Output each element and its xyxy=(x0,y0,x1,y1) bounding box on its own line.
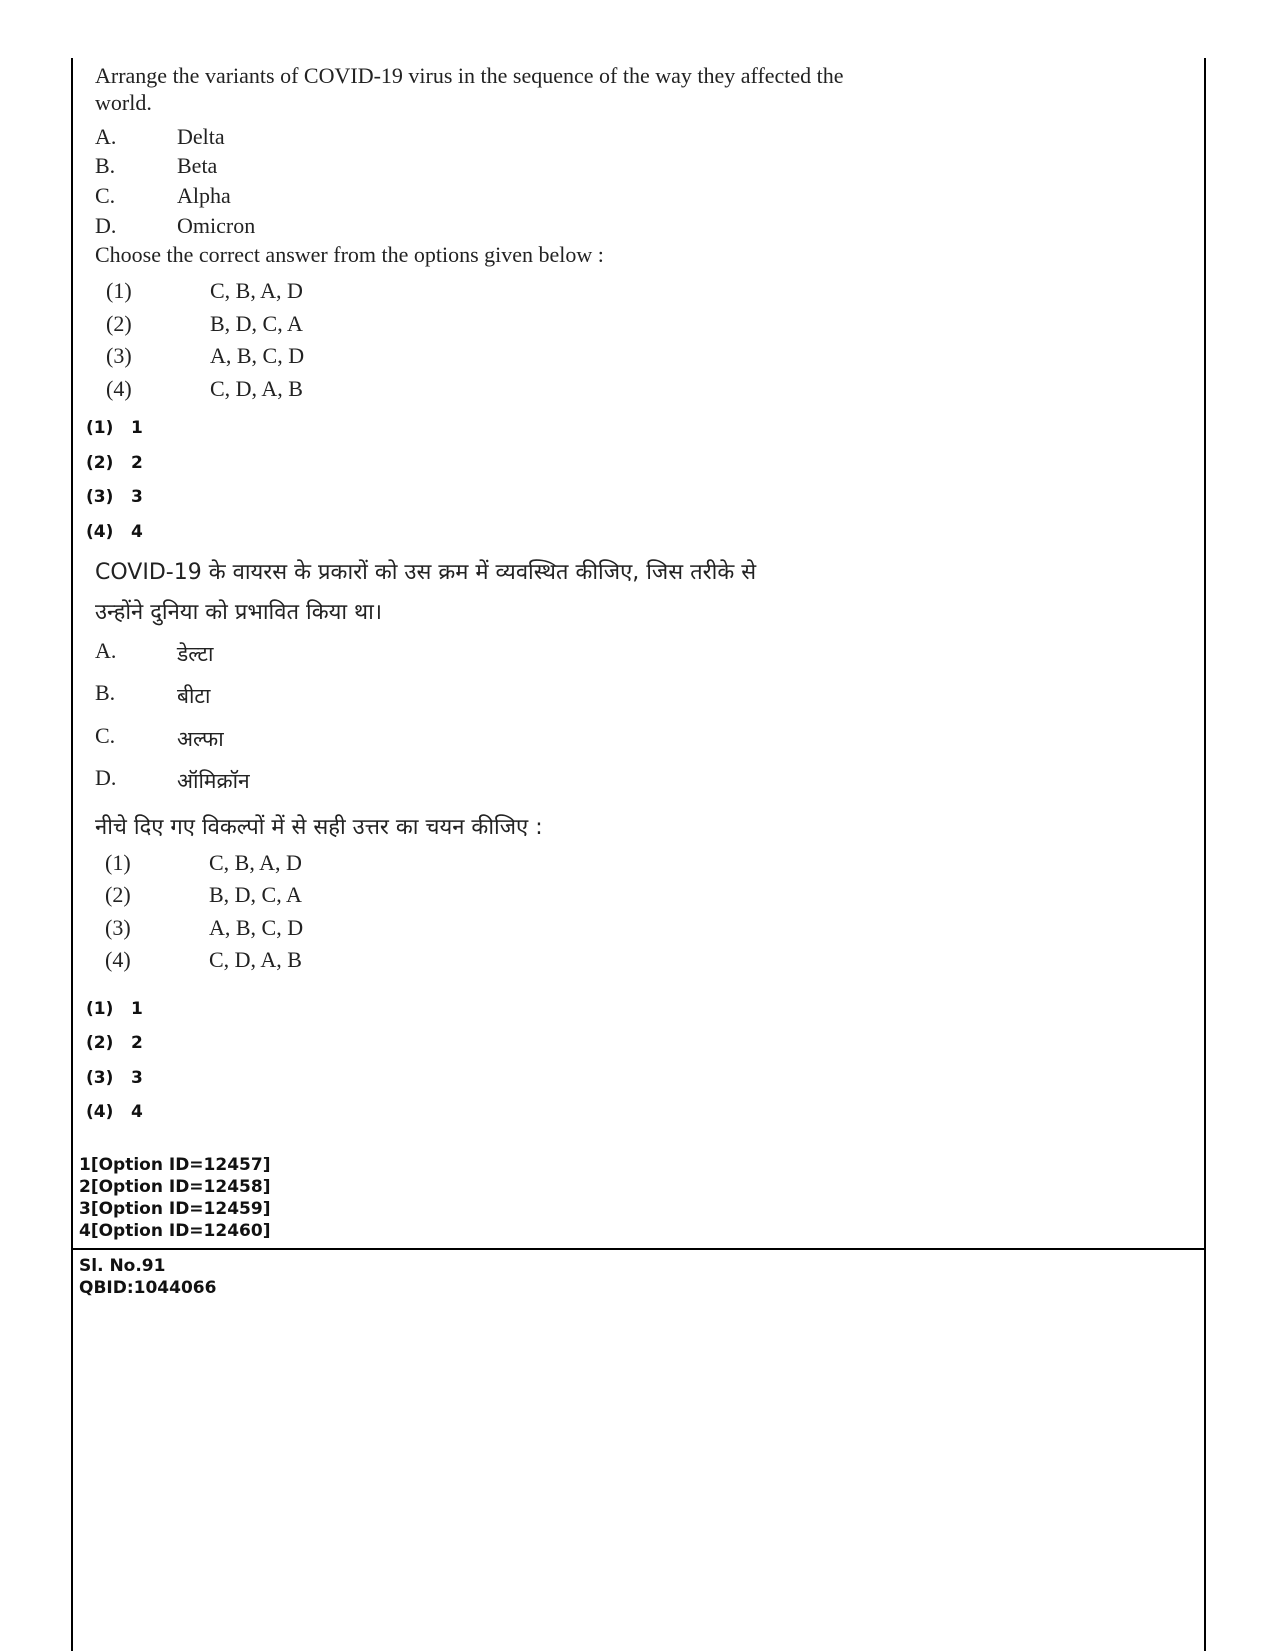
option-key: (3) xyxy=(105,915,131,940)
answer-key: (3) xyxy=(86,1068,114,1088)
instruction-english: Choose the correct answer from the options given below : xyxy=(95,242,604,267)
answer-value: 1 xyxy=(131,999,143,1019)
item-key: B. xyxy=(95,680,116,705)
item-key: B. xyxy=(95,153,116,178)
answer-value: 4 xyxy=(131,522,143,542)
answer-choice[interactable] xyxy=(86,999,143,1019)
answer-choice[interactable] xyxy=(86,522,143,542)
item-key: A. xyxy=(95,124,117,149)
item-value: Omicron xyxy=(177,213,256,238)
answer-choice[interactable] xyxy=(86,487,143,507)
item-value: डेल्टा xyxy=(177,642,214,666)
answer-key: (4) xyxy=(86,1102,114,1122)
answer-choice[interactable] xyxy=(86,1102,143,1122)
option-key: (1) xyxy=(106,278,132,303)
answer-key: (4) xyxy=(86,522,114,542)
answer-choice[interactable] xyxy=(86,1033,143,1053)
item-key: D. xyxy=(95,213,117,238)
answer-key: (2) xyxy=(86,453,114,473)
option-value: B, D, C, A xyxy=(209,882,302,907)
option-value: C, B, A, D xyxy=(210,278,303,303)
option-id-line: 3[Option ID=12459] xyxy=(79,1199,271,1219)
option-key: (3) xyxy=(106,343,132,368)
question-bank-id: QBID:1044066 xyxy=(79,1278,217,1298)
option-key: (2) xyxy=(106,311,132,336)
item-value: अल्फा xyxy=(177,727,224,751)
answer-key: (1) xyxy=(86,999,114,1019)
question-line: Arrange the variants of COVID-19 virus in the sequence of the way they affected the xyxy=(95,63,844,88)
option-key: (4) xyxy=(106,376,132,401)
item-value: Alpha xyxy=(177,183,231,208)
question-line-hindi: उन्होंने दुनिया को प्रभावित किया था। xyxy=(95,600,383,625)
item-key: C. xyxy=(95,723,116,748)
option-id-line: 1[Option ID=12457] xyxy=(79,1155,271,1175)
option-value: C, D, A, B xyxy=(209,947,302,972)
question-divider xyxy=(71,1248,1206,1250)
answer-key: (1) xyxy=(86,418,114,438)
option-key: (1) xyxy=(105,850,131,875)
answer-value: 2 xyxy=(131,453,143,473)
option-value: C, D, A, B xyxy=(210,376,303,401)
option-id-line: 4[Option ID=12460] xyxy=(79,1221,271,1241)
question-text-english xyxy=(95,62,915,116)
option-value: A, B, C, D xyxy=(209,915,304,940)
serial-number: Sl. No.91 xyxy=(79,1256,166,1276)
item-key: C. xyxy=(95,183,116,208)
item-key: A. xyxy=(95,638,117,663)
page-border-right xyxy=(1204,58,1206,1651)
option-value: C, B, A, D xyxy=(209,850,302,875)
item-value: Delta xyxy=(177,124,225,149)
item-value: Beta xyxy=(177,153,218,178)
question-line: world. xyxy=(95,90,152,115)
answer-value: 4 xyxy=(131,1102,143,1122)
answer-key: (3) xyxy=(86,487,114,507)
item-value: ऑमिक्रॉन xyxy=(177,769,250,793)
answer-value: 3 xyxy=(131,487,143,507)
item-value: बीटा xyxy=(177,684,211,708)
item-key: D. xyxy=(95,765,117,790)
answer-key: (2) xyxy=(86,1033,114,1053)
answer-choice[interactable] xyxy=(86,453,143,473)
option-key: (2) xyxy=(105,882,131,907)
question-line-hindi: COVID-19 के वायरस के प्रकारों को उस क्रम में व्यवस्थित कीजिए, जिस तरीके से xyxy=(95,560,757,585)
answer-value: 3 xyxy=(131,1068,143,1088)
instruction-hindi: नीचे दिए गए विकल्पों में से सही उत्तर का चयन कीजिए : xyxy=(95,815,543,840)
option-id-line: 2[Option ID=12458] xyxy=(79,1177,271,1197)
answer-value: 1 xyxy=(131,418,143,438)
answer-choice[interactable] xyxy=(86,1068,143,1088)
option-value: B, D, C, A xyxy=(210,311,303,336)
page-border-left xyxy=(71,58,73,1651)
answer-choice[interactable] xyxy=(86,418,143,438)
option-key: (4) xyxy=(105,947,131,972)
option-value: A, B, C, D xyxy=(210,343,305,368)
answer-value: 2 xyxy=(131,1033,143,1053)
